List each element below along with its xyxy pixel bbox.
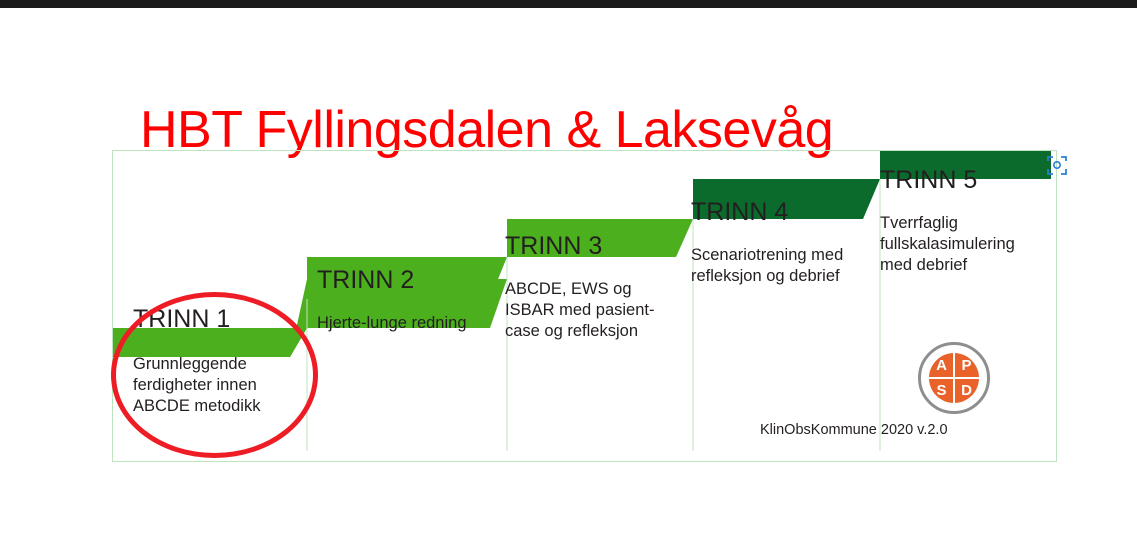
apsd-quadrant-a: A xyxy=(936,357,947,374)
step-3-description: ABCDE, EWS og ISBAR med pasient-case og refleksjon xyxy=(505,279,655,341)
step-5-description: Tverrfaglig fullskalasimulering med debrief xyxy=(880,213,1015,275)
page-title: HBT Fyllingsdalen & Laksevåg xyxy=(140,101,834,159)
step-4 xyxy=(691,199,863,287)
apsd-logo xyxy=(918,342,990,414)
step-3-label: TRINN 3 xyxy=(505,232,603,260)
step-5-label: TRINN 5 xyxy=(880,166,978,194)
step-4-description: Scenariotrening med refleksjon og debrief xyxy=(691,245,844,285)
step-4-label: TRINN 4 xyxy=(691,198,789,226)
apsd-quadrant-d: D xyxy=(961,382,972,399)
apsd-quadrant-s: S xyxy=(936,382,947,399)
step-1-label: TRINN 1 xyxy=(133,305,231,333)
step-2 xyxy=(317,267,487,334)
step-2-label: TRINN 2 xyxy=(317,266,415,294)
step-1-highlight-ellipse xyxy=(111,292,318,458)
footnote-text: KlinObsKommune 2020 v.2.0 xyxy=(760,422,948,438)
step-5 xyxy=(880,167,1025,277)
focus-target-icon[interactable] xyxy=(1044,152,1070,178)
step-2-description: Hjerte-lunge redning xyxy=(317,313,467,332)
top-bar xyxy=(0,0,1137,8)
step-1-description: Grunnleggende ferdigheter innen ABCDE metodikk xyxy=(133,354,261,416)
apsd-quadrant-p: P xyxy=(961,357,972,374)
step-3 xyxy=(505,233,670,343)
